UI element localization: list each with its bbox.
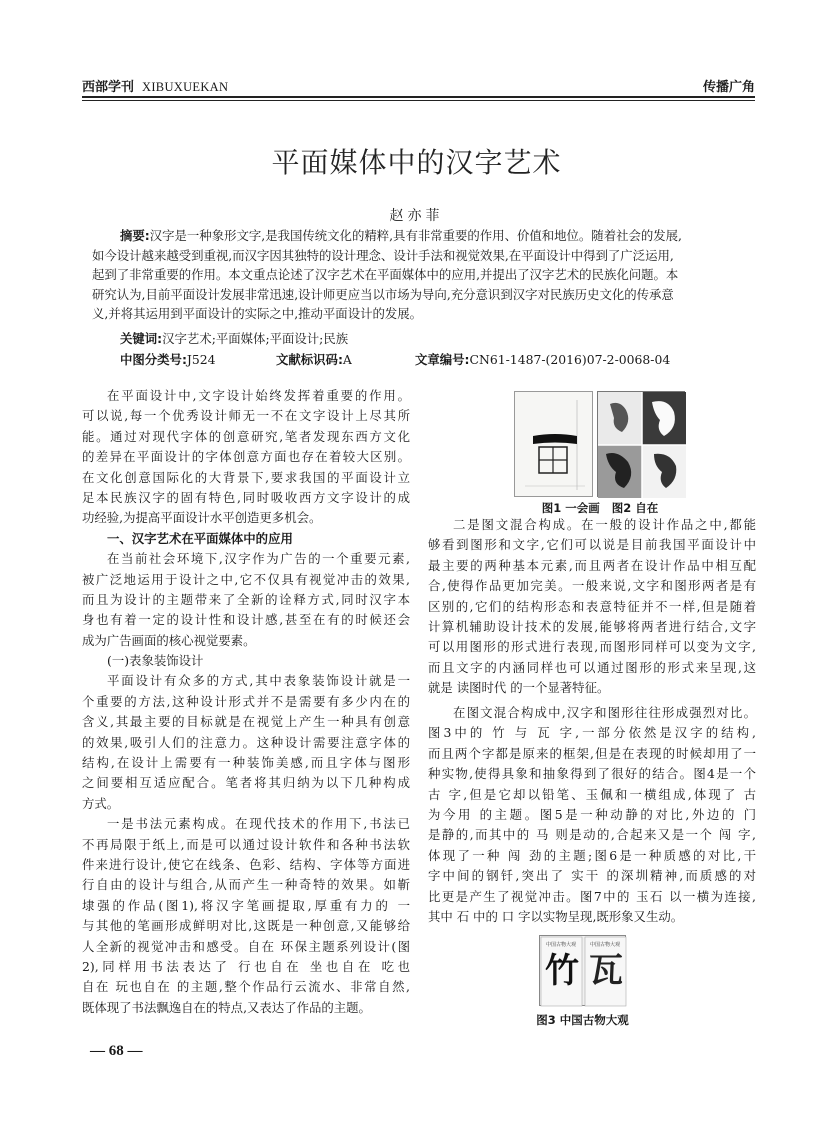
body-line: 功经验,为提高平面设计水平创造更多机会。 bbox=[82, 510, 322, 526]
figure-3-artwork bbox=[540, 936, 627, 1007]
body-line: 既体现了书法飘逸自在的特点,又表达了作品的主题。 bbox=[82, 999, 371, 1015]
header-rule bbox=[82, 96, 755, 98]
body-line: 字中间的钢钎,突出了 实干 的深圳精神,而质感的对 bbox=[428, 868, 756, 884]
body-line: 图3中的 竹 与 瓦 字,一部分依然是汉字的结构, bbox=[428, 725, 756, 741]
section-name: 传播广角 bbox=[702, 80, 755, 95]
body-line: 行自由的设计与组合,从而产生一种奇特的效果。如靳 bbox=[82, 877, 410, 893]
body-line: 自在 玩也自在 的主题,整个作品行云流水、非常自然, bbox=[82, 979, 410, 995]
figure-1-2 bbox=[514, 391, 685, 497]
body-line: 的效果,吸引人们的注意力。这种设计需要注意字体的 bbox=[82, 734, 410, 750]
body-line: 与其他的笔画形成鲜明对比,这既是一种创意,又能够给 bbox=[82, 918, 410, 934]
body-line: 个重要的方法,这种设计形式并不是需要有多少内在的 bbox=[82, 693, 410, 709]
running-header bbox=[82, 76, 755, 96]
subsection-heading: (一)表象装饰设计 bbox=[107, 653, 204, 669]
body-line: 在当前社会环境下,汉字作为广告的一个重要元素, bbox=[107, 551, 410, 567]
body-line: 足本民族汉字的固有特色,同时吸收西方文字设计的成 bbox=[82, 489, 410, 505]
right-column-top bbox=[428, 515, 756, 699]
body-line: 平面设计有众多的方式,其中表象装饰设计就是一 bbox=[107, 673, 410, 689]
article-author: 赵亦菲 bbox=[389, 208, 444, 224]
figure-2-caption: 图2 自在 bbox=[611, 501, 659, 515]
figure-1-caption: 图1 一会画 bbox=[541, 501, 600, 515]
figure-3-caption: 图3 中国古物大观 bbox=[536, 1013, 629, 1027]
body-line: 不再局限于纸上,而是可以通过设计软件和各种书法软 bbox=[82, 836, 410, 852]
body-line: 比更是产生了视觉冲击。图7中的 玉石 以一横为连接, bbox=[428, 888, 756, 904]
body-line: 一是书法元素构成。在现代技术的作用下,书法已 bbox=[107, 816, 410, 832]
journal-name bbox=[82, 76, 228, 95]
abstract-line-5: 义,并将其运用到平面设计的实际之中,推动平面设计的发展。 bbox=[92, 306, 423, 321]
abstract bbox=[92, 226, 748, 324]
body-line: 最主要的两种基本元素,而且两者在设计作品中相互配 bbox=[428, 557, 756, 573]
article-number: 文章编号:CN61-1487-(2016)07-2-0068-04 bbox=[415, 352, 671, 367]
figure-1-image bbox=[514, 391, 593, 497]
body-line: 其中 石 中的 口 字以实物呈现,既形象又生动。 bbox=[428, 908, 684, 924]
classification-line bbox=[120, 350, 680, 368]
body-line: 而且两个字都是原来的框架,但是在表现的时候却用了一 bbox=[428, 745, 756, 761]
body-line: 方式。 bbox=[82, 795, 120, 811]
body-line: 为今用 的主题。图5是一种动静的对比,外边的 门 bbox=[428, 806, 756, 822]
body-line: 能。通过对现代字体的创意研究,笔者发现东西方文化 bbox=[82, 428, 410, 444]
journal-name-cn: 西部学刊 bbox=[82, 80, 135, 95]
body-line: 埭强的作品(图1),将汉字笔画提取,厚重有力的 一 bbox=[82, 897, 410, 913]
figure-1-2-caption bbox=[500, 500, 700, 516]
right-column-bottom bbox=[428, 703, 756, 927]
body-line: 的差异在平面设计的字体创意方面也存在着较大区别。 bbox=[82, 449, 410, 465]
abstract-line-3: 起到了非常重要的作用。本文重点论述了汉字艺术在平面媒体中的应用,并提出了汉字艺术的民族化问题。本 bbox=[92, 267, 679, 282]
body-line: 古 字,但是它却以铅笔、玉佩和一横组成,体现了 古 bbox=[428, 786, 756, 802]
journal-name-en: XIBUXUEKAN bbox=[142, 80, 229, 94]
figure-3-image bbox=[539, 935, 626, 1006]
body-line: 在文化创意国际化的大背景下,要求我国的平面设计立 bbox=[82, 469, 410, 485]
abstract-line-4: 研究认为,目前平面设计发展非常迅速,设计师更应当以市场为导向,充分意识到汉字对民族历史文化的传承意 bbox=[92, 286, 674, 302]
body-line: 区别的,它们的结构形态和表意特征并不一样,但是随着 bbox=[428, 598, 756, 614]
keywords-text: 汉字艺术;平面媒体;平面设计;民族 bbox=[162, 331, 349, 346]
body-line: 二是图文混合构成。在一般的设计作品之中,都能 bbox=[453, 517, 756, 532]
figure-3-subtitle-1: 中国古物大观 bbox=[546, 942, 577, 948]
body-line: 就是 读图时代 的一个显著特征。 bbox=[428, 680, 610, 696]
figure-2-image bbox=[597, 391, 685, 497]
figure-2-artwork bbox=[598, 392, 686, 498]
body-line: 体现了一种 闯 劲的主题;图6是一种质感的对比,干 bbox=[428, 847, 756, 863]
keywords-label: 关键词: bbox=[120, 331, 163, 346]
abstract-line-2: 如今设计越来越受到重视,而汉字因其独特的设计理念、设计手法和视觉效果,在平面设计中得到了广泛运用, bbox=[92, 247, 674, 263]
body-line: 合,使得作品更加完美。一般来说,文字和图形两者是有 bbox=[428, 578, 756, 594]
abstract-line-1: 摘要:汉字是一种象形文字,是我国传统文化的精粹,具有非常重要的作用、价值和地位。随着社会的发展, bbox=[120, 228, 682, 243]
body-line: 而且文字的内涵同样也可以通过图形的形式来呈现,这 bbox=[428, 659, 756, 675]
figure-1-artwork bbox=[515, 392, 594, 498]
body-line: 之间要相互适应配合。笔者将其归纳为以下几种构成 bbox=[82, 775, 410, 791]
figure-3-subtitle-2: 中国古物大观 bbox=[590, 942, 621, 948]
body-line: 计算机辅助设计技术的发展,能够将两者进行结合,文字 bbox=[428, 618, 756, 634]
body-line: 含义,其最主要的目标就是在视觉上产生一种具有创意 bbox=[82, 714, 410, 730]
body-line: 够看到图形和文字,它们可以说是目前我国平面设计中 bbox=[428, 537, 756, 553]
figure-3-glyph-2: 瓦 bbox=[589, 951, 623, 991]
body-line: 结构,在设计上需要有一种装饰美感,而且字体与图形 bbox=[82, 755, 410, 771]
body-line: 种实物,使得具象和抽象得到了很好的结合。图4是一个 bbox=[428, 766, 756, 782]
body-line: 是静的,而其中的 马 则是动的,合起来又是一个 闯 字, bbox=[428, 827, 756, 843]
page-number: — 68 — bbox=[90, 1043, 143, 1059]
body-line: 可以用图形的形式进行表现,而图形同样可以变为文字, bbox=[428, 639, 756, 655]
body-line: 人全新的视觉冲击和感受。自在 环保主题系列设计(图 bbox=[82, 938, 410, 954]
figure-3-glyph-1: 竹 bbox=[545, 951, 579, 991]
body-line: 可以说,每一个优秀设计师无一不在文字设计上尽其所 bbox=[82, 408, 410, 424]
document-code: 文献标识码:A bbox=[276, 352, 352, 367]
body-line: 成为广告画面的核心视觉要素。 bbox=[82, 632, 256, 648]
body-line: 被广泛地运用于设计之中,它不仅具有视觉冲击的效果, bbox=[82, 571, 410, 587]
header-rule-thin bbox=[82, 100, 755, 101]
section-heading: 一、汉字艺术在平面媒体中的应用 bbox=[107, 530, 293, 546]
body-line: 在图文混合构成中,汉字和图形往往形成强烈对比。 bbox=[453, 705, 756, 720]
clc-number: 中图分类号:J524 bbox=[120, 352, 216, 367]
left-column bbox=[82, 386, 410, 1018]
body-line: 2),同样用书法表达了 行也自在 坐也自在 吃也 bbox=[82, 958, 410, 974]
abstract-label: 摘要: bbox=[120, 228, 150, 243]
body-line: 而且为设计的主题带来了全新的诠释方式,同时汉字本 bbox=[82, 591, 410, 607]
article-title: 平面媒体中的汉字艺术 bbox=[271, 146, 562, 179]
body-line: 件来进行设计,使它在线条、色彩、结构、字体等方面进 bbox=[82, 856, 410, 872]
keywords bbox=[120, 329, 348, 347]
body-line: 身也有着一定的设计性和设计感,甚至在有的时候还会 bbox=[82, 612, 410, 628]
body-line: 在平面设计中,文字设计始终发挥着重要的作用。 bbox=[107, 388, 410, 403]
